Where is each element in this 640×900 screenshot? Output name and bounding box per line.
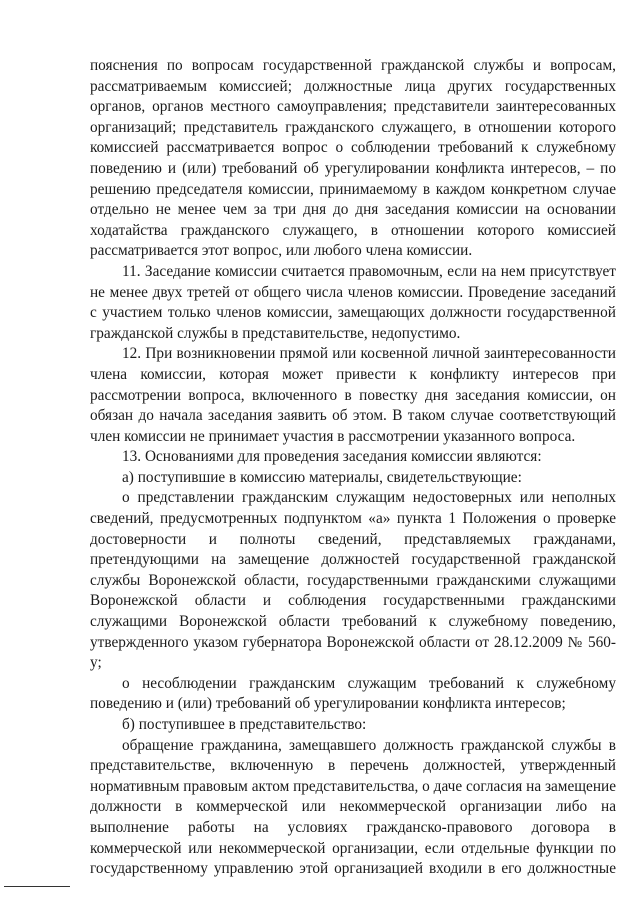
footnote-separator [4,886,70,887]
paragraph-13a-item-2: о несоблюдении гражданским служащим требований к служебному поведению и (или) требований об урегулировании конфликта интересов; [90,674,616,713]
paragraph-12: 12. При возникновении прямой или косвенной личной заинтересованности члена комиссии, которая может привести к конфликту интересов при рассмотрении вопроса, включенного в повестку дня заседания комиссии, он обязан до начала заседания заявить об этом. В таком случае соответствующий член комиссии не принимает участия в рассмотрении указанного вопроса. [90,345,616,445]
paragraph-13b: б) поступившее в представительство: [122,716,367,733]
paragraph-13a-item-1: о представлении гражданским служащим недостоверных или неполных сведений, предусмотренных подпунктом «а» пункта 1 Положения о проверке достоверности и полноты сведений, представляемых гражданами, претендующими на замещение должностей государственной гражданской службы Воронежской области, государственными гражданскими служащими Воронежской области и соблюдения государственными гражданскими служащими Воронежской области требований к служебному поведению, утвержденного указом губернатора Воронежской области от 28.12.2009 № 560-у; [90,489,616,672]
paragraph-continuation: пояснения по вопросам государственной гражданской службы и вопросам, рассматриваемым комиссией; должностные лица других государственных органов, органов местного самоуправления; представители заинтересованных организаций; представитель гражданского служащего, в отношении которого комиссией рассматривается вопрос о соблюдении требований к служебному поведению и (или) требований об урегулировании конфликта интересов, – по решению председателя комиссии, принимаемому в каждом конкретном случае отдельно не менее чем за три дня до дня заседания комиссии на основании ходатайства гражданского служащего, в отношении которого комиссией рассматривается этот вопрос, или любого члена комиссии. [90,57,616,260]
paragraph-11: 11. Заседание комиссии считается правомочным, если на нем присутствует не менее двух третей от общего числа членов комиссии. Проведение заседаний с участием только членов комиссии, замещающих должности государственной гражданской службы в представительстве, недопустимо. [90,262,616,342]
document-body [90,56,616,880]
paragraph-13: 13. Основаниями для проведения заседания комиссии являются: [122,448,542,466]
paragraph-13b-item-1: обращение гражданина, замещавшего должность гражданской службы в представительстве, включенную в перечень должностей, утвержденный нормативным правовым актом представительства, о даче согласия на замещение должности в коммерческой или некоммерческой организации либо на выполнение работы на условиях гражданско-правового договора в коммерческой или некоммерческой организации, если отдельные функции по государственному управлению этой организацией входили в его должностные [90,736,616,878]
paragraph-13a: а) поступившие в комиссию материалы, свидетельствующие: [122,468,522,486]
